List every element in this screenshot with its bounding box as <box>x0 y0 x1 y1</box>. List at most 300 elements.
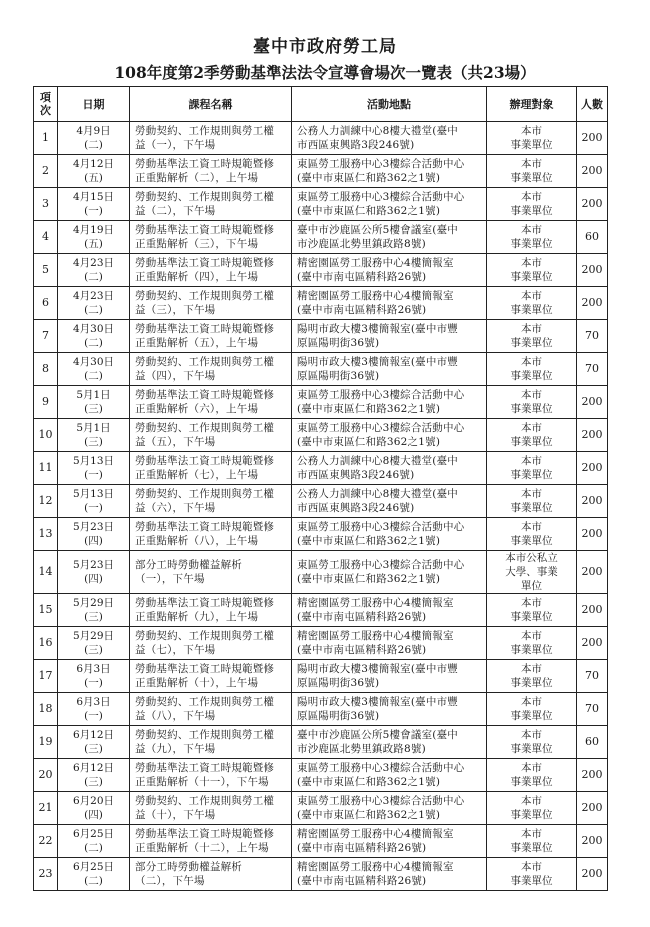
cell-target <box>487 254 577 287</box>
table-row <box>34 858 608 891</box>
cell-line: 精密園區勞工服務中心4樓簡報室 <box>297 290 454 302</box>
cell-course <box>130 287 292 320</box>
table-row <box>34 221 608 254</box>
cell-people: 70 <box>577 320 608 353</box>
cell-line: 本市 <box>521 356 542 368</box>
header-course: 課程名稱 <box>130 87 292 122</box>
cell-line: (臺中市東區仁和路362之1號) <box>297 172 441 184</box>
cell-date <box>58 858 130 891</box>
cell-date <box>58 726 130 759</box>
cell-date <box>58 287 130 320</box>
cell-line: 益（三），下午場 <box>135 304 216 316</box>
cell-line: 本市 <box>521 290 542 302</box>
cell-line: 勞動基準法工資工時規範暨修 <box>135 597 275 609</box>
cell-line: 勞動基準法工資工時規範暨修 <box>135 663 275 675</box>
cell-line: (二) <box>84 370 103 382</box>
table-row <box>34 759 608 792</box>
cell-target <box>487 858 577 891</box>
cell-line: 事業單位 <box>510 644 553 656</box>
cell-line: 事業單位 <box>510 205 553 217</box>
cell-target <box>487 693 577 726</box>
cell-line: 事業單位 <box>510 304 553 316</box>
cell-target <box>487 627 577 660</box>
cell-people: 200 <box>577 792 608 825</box>
cell-line: 臺中市沙鹿區公所5樓會議室(臺中 <box>297 729 458 741</box>
cell-line: 正重點解析（十一），下午場 <box>135 776 269 788</box>
cell-target <box>487 122 577 155</box>
cell-line: (臺中市東區仁和路362之1號) <box>297 205 441 217</box>
cell-line: 本市 <box>521 597 542 609</box>
cell-line: 本市 <box>521 323 542 335</box>
table-row <box>34 122 608 155</box>
table-row <box>34 693 608 726</box>
cell-people: 200 <box>577 858 608 891</box>
cell-course <box>130 627 292 660</box>
cell-line: 公務人力訓練中心8樓大禮堂(臺中 <box>297 455 458 467</box>
cell-line: 陽明市政大樓3樓簡報室(臺中市豐 <box>297 323 458 335</box>
cell-line: 正重點解析（十），上午場 <box>135 677 259 689</box>
cell-line: 勞動基準法工資工時規範暨修 <box>135 762 275 774</box>
cell-line: (臺中市東區仁和路362之1號) <box>297 573 441 585</box>
cell-line: 勞動契約、工作規則與勞工權 <box>135 630 275 642</box>
cell-course <box>130 155 292 188</box>
cell-line: 本市 <box>521 257 542 269</box>
cell-line: 正重點解析（五），上午場 <box>135 337 259 349</box>
cell-line: (四) <box>84 535 103 547</box>
cell-line: 市西區東興路3段246號) <box>297 139 415 151</box>
cell-line: 益（五），下午場 <box>135 436 216 448</box>
cell-line: 原區陽明街36號) <box>297 337 380 349</box>
cell-line: 5月1日 <box>76 389 111 401</box>
cell-line: (三) <box>84 644 103 656</box>
cell-target <box>487 759 577 792</box>
cell-line: 本市 <box>521 488 542 500</box>
cell-line: 精密園區勞工服務中心4樓簡報室 <box>297 630 454 642</box>
cell-line: 事業單位 <box>510 842 553 854</box>
cell-course <box>130 594 292 627</box>
cell-date <box>58 759 130 792</box>
cell-line: 4月23日 <box>72 257 115 269</box>
cell-no: 12 <box>34 485 58 518</box>
cell-line: 益（九），下午場 <box>135 743 216 755</box>
cell-target <box>487 221 577 254</box>
cell-no: 18 <box>34 693 58 726</box>
cell-date <box>58 254 130 287</box>
header-date: 日期 <box>58 87 130 122</box>
cell-no: 22 <box>34 825 58 858</box>
cell-date <box>58 792 130 825</box>
cell-people: 70 <box>577 353 608 386</box>
cell-venue <box>292 188 487 221</box>
cell-no: 3 <box>34 188 58 221</box>
cell-line: 勞動基準法工資工時規範暨修 <box>135 158 275 170</box>
cell-line: 事業單位 <box>510 710 553 722</box>
cell-line: 東區勞工服務中心3樓綜合活動中心 <box>297 762 465 774</box>
cell-line: 原區陽明街36號) <box>297 370 380 382</box>
cell-line: 5月23日 <box>72 559 115 571</box>
cell-date <box>58 419 130 452</box>
cell-line: 本市 <box>521 422 542 434</box>
cell-line: 東區勞工服務中心3樓綜合活動中心 <box>297 158 465 170</box>
cell-venue <box>292 518 487 551</box>
cell-line: (臺中市東區仁和路362之1號) <box>297 535 441 547</box>
cell-line: 正重點解析（八），上午場 <box>135 535 259 547</box>
cell-course <box>130 452 292 485</box>
table-row <box>34 287 608 320</box>
cell-course <box>130 759 292 792</box>
cell-course <box>130 726 292 759</box>
cell-line: 事業單位 <box>510 875 553 887</box>
cell-line: (四) <box>84 573 103 585</box>
cell-date <box>58 353 130 386</box>
cell-target <box>487 353 577 386</box>
cell-course <box>130 188 292 221</box>
cell-people: 200 <box>577 452 608 485</box>
cell-line: 精密園區勞工服務中心4樓簡報室 <box>297 861 454 873</box>
cell-course <box>130 221 292 254</box>
cell-course <box>130 419 292 452</box>
cell-line: (四) <box>84 809 103 821</box>
cell-line: 事業單位 <box>510 776 553 788</box>
cell-no: 2 <box>34 155 58 188</box>
cell-line: 4月9日 <box>76 125 111 137</box>
cell-line: 部分工時勞動權益解析 <box>135 559 242 571</box>
cell-line: 事業單位 <box>510 743 553 755</box>
cell-course <box>130 122 292 155</box>
cell-line: 東區勞工服務中心3樓綜合活動中心 <box>297 389 465 401</box>
table-row <box>34 594 608 627</box>
cell-line: 正重點解析（十二），上午場 <box>135 842 269 854</box>
header-people: 人數 <box>577 87 608 122</box>
cell-line: 勞動契約、工作規則與勞工權 <box>135 795 275 807</box>
header-no: 項次 <box>34 87 58 122</box>
table-row <box>34 386 608 419</box>
cell-line: 精密園區勞工服務中心4樓簡報室 <box>297 257 454 269</box>
cell-line: 公務人力訓練中心8樓大禮堂(臺中 <box>297 125 458 137</box>
cell-date <box>58 386 130 419</box>
cell-line: 本市 <box>521 224 542 236</box>
table-row <box>34 188 608 221</box>
cell-line: (二) <box>84 842 103 854</box>
cell-line: (臺中市南屯區精科路26號) <box>297 644 427 656</box>
cell-line: (臺中市南屯區精科路26號) <box>297 875 427 887</box>
cell-line: 益（六），下午場 <box>135 502 216 514</box>
cell-people: 200 <box>577 155 608 188</box>
cell-line: 本市 <box>521 861 542 873</box>
cell-line: 本市 <box>521 630 542 642</box>
cell-course <box>130 792 292 825</box>
cell-line: (臺中市東區仁和路362之1號) <box>297 776 441 788</box>
cell-line: 本市 <box>521 455 542 467</box>
cell-no: 5 <box>34 254 58 287</box>
cell-line: (三) <box>84 776 103 788</box>
cell-line: 4月30日 <box>72 356 115 368</box>
cell-line: 本市 <box>521 389 542 401</box>
cell-people: 60 <box>577 221 608 254</box>
cell-no: 19 <box>34 726 58 759</box>
cell-line: 事業單位 <box>510 502 553 514</box>
cell-venue <box>292 254 487 287</box>
cell-date <box>58 485 130 518</box>
cell-line: 市西區東興路3段246號) <box>297 502 415 514</box>
cell-line: (二) <box>84 337 103 349</box>
cell-line: 本市 <box>521 125 542 137</box>
cell-line: 本市 <box>521 521 542 533</box>
cell-people: 200 <box>577 188 608 221</box>
cell-line: (二) <box>84 304 103 316</box>
cell-line: 事業單位 <box>510 611 553 623</box>
cell-no: 13 <box>34 518 58 551</box>
cell-line: 本市 <box>521 729 542 741</box>
cell-date <box>58 693 130 726</box>
table-row <box>34 825 608 858</box>
table-row <box>34 452 608 485</box>
cell-line: 勞動契約、工作規則與勞工權 <box>135 191 275 203</box>
cell-line: 6月25日 <box>72 828 115 840</box>
table-row <box>34 660 608 693</box>
cell-venue <box>292 353 487 386</box>
cell-line: 益（一），下午場 <box>135 139 216 151</box>
cell-course <box>130 551 292 594</box>
cell-date <box>58 825 130 858</box>
cell-target <box>487 825 577 858</box>
cell-line: 陽明市政大樓3樓簡報室(臺中市豐 <box>297 696 458 708</box>
cell-line: 益（二），下午場 <box>135 205 216 217</box>
cell-line: (一) <box>84 205 103 217</box>
cell-line: 5月29日 <box>72 597 115 609</box>
cell-line: 事業單位 <box>510 139 553 151</box>
cell-venue <box>292 660 487 693</box>
cell-line: (一) <box>84 710 103 722</box>
cell-line: 事業單位 <box>510 271 553 283</box>
cell-line: (三) <box>84 611 103 623</box>
cell-line: 益（八），下午場 <box>135 710 216 722</box>
cell-people: 200 <box>577 254 608 287</box>
cell-date <box>58 155 130 188</box>
cell-target <box>487 518 577 551</box>
cell-line: 勞動契約、工作規則與勞工權 <box>135 125 275 137</box>
cell-line: 勞動基準法工資工時規範暨修 <box>135 828 275 840</box>
cell-line: 事業單位 <box>510 809 553 821</box>
cell-line: (臺中市南屯區精科路26號) <box>297 304 427 316</box>
cell-course <box>130 254 292 287</box>
cell-line: 原區陽明街36號) <box>297 710 380 722</box>
cell-line: 陽明市政大樓3樓簡報室(臺中市豐 <box>297 663 458 675</box>
cell-target <box>487 660 577 693</box>
cell-line: 本市公私立 <box>505 552 558 564</box>
table-row <box>34 353 608 386</box>
cell-line: 東區勞工服務中心3樓綜合活動中心 <box>297 795 465 807</box>
cell-date <box>58 452 130 485</box>
cell-line: 東區勞工服務中心3樓綜合活動中心 <box>297 191 465 203</box>
cell-people: 200 <box>577 122 608 155</box>
cell-line: 5月23日 <box>72 521 115 533</box>
cell-line: 本市 <box>521 696 542 708</box>
cell-line: (二) <box>84 139 103 151</box>
cell-line: (三) <box>84 403 103 415</box>
cell-line: 勞動基準法工資工時規範暨修 <box>135 323 275 335</box>
cell-line: 原區陽明街36號) <box>297 677 380 689</box>
cell-venue <box>292 485 487 518</box>
cell-venue <box>292 155 487 188</box>
cell-line: 正重點解析（三），下午場 <box>135 238 259 250</box>
cell-line: 本市 <box>521 795 542 807</box>
cell-line: 本市 <box>521 663 542 675</box>
cell-people: 60 <box>577 726 608 759</box>
cell-no: 21 <box>34 792 58 825</box>
cell-target <box>487 320 577 353</box>
cell-line: (臺中市南屯區精科路26號) <box>297 611 427 623</box>
cell-venue <box>292 122 487 155</box>
cell-line: (一) <box>84 469 103 481</box>
cell-no: 10 <box>34 419 58 452</box>
cell-line: 6月20日 <box>72 795 115 807</box>
table-body <box>34 122 608 891</box>
cell-line: 正重點解析（四），上午場 <box>135 271 259 283</box>
cell-line: 4月19日 <box>72 224 115 236</box>
cell-people: 200 <box>577 386 608 419</box>
table-row <box>34 518 608 551</box>
cell-line: 勞動基準法工資工時規範暨修 <box>135 455 275 467</box>
cell-people: 200 <box>577 485 608 518</box>
cell-venue <box>292 594 487 627</box>
cell-line: 部分工時勞動權益解析 <box>135 861 242 873</box>
table-row <box>34 485 608 518</box>
cell-target <box>487 419 577 452</box>
cell-date <box>58 551 130 594</box>
cell-line: (三) <box>84 743 103 755</box>
cell-target <box>487 594 577 627</box>
cell-no: 6 <box>34 287 58 320</box>
cell-target <box>487 155 577 188</box>
cell-target <box>487 188 577 221</box>
cell-line: 4月12日 <box>72 158 115 170</box>
cell-target <box>487 287 577 320</box>
cell-line: (臺中市南屯區精科路26號) <box>297 271 427 283</box>
cell-people: 200 <box>577 825 608 858</box>
cell-target <box>487 726 577 759</box>
cell-line: 市沙鹿區北勢里鎮政路8號) <box>297 743 426 755</box>
table-row <box>34 627 608 660</box>
cell-line: 勞動基準法工資工時規範暨修 <box>135 389 275 401</box>
cell-people: 200 <box>577 627 608 660</box>
cell-line: 東區勞工服務中心3樓綜合活動中心 <box>297 422 465 434</box>
cell-course <box>130 660 292 693</box>
cell-line: (臺中市東區仁和路362之1號) <box>297 436 441 448</box>
cell-date <box>58 660 130 693</box>
table-row <box>34 254 608 287</box>
cell-line: 4月30日 <box>72 323 115 335</box>
cell-line: 5月13日 <box>72 455 115 467</box>
cell-line: 本市 <box>521 158 542 170</box>
header-venue: 活動地點 <box>292 87 487 122</box>
table-row <box>34 320 608 353</box>
cell-line: 事業單位 <box>510 403 553 415</box>
cell-course <box>130 386 292 419</box>
cell-no: 8 <box>34 353 58 386</box>
cell-line: 事業單位 <box>510 677 553 689</box>
cell-line: 益（十），下午場 <box>135 809 216 821</box>
cell-course <box>130 693 292 726</box>
cell-course <box>130 518 292 551</box>
cell-people: 70 <box>577 693 608 726</box>
cell-date <box>58 188 130 221</box>
cell-line: 正重點解析（九），上午場 <box>135 611 259 623</box>
cell-line: 單位 <box>521 580 542 592</box>
cell-no: 7 <box>34 320 58 353</box>
cell-venue <box>292 792 487 825</box>
cell-venue <box>292 287 487 320</box>
cell-line: 陽明市政大樓3樓簡報室(臺中市豐 <box>297 356 458 368</box>
table-header-row <box>34 87 608 122</box>
cell-line: 4月15日 <box>72 191 115 203</box>
cell-no: 1 <box>34 122 58 155</box>
cell-target <box>487 386 577 419</box>
cell-line: (三) <box>84 436 103 448</box>
cell-people: 200 <box>577 419 608 452</box>
cell-date <box>58 320 130 353</box>
cell-target <box>487 452 577 485</box>
cell-venue <box>292 693 487 726</box>
cell-no: 20 <box>34 759 58 792</box>
document-title: 臺中市政府勞工局 <box>253 37 397 57</box>
cell-venue <box>292 452 487 485</box>
cell-line: 6月12日 <box>72 729 115 741</box>
cell-line: 勞動契約、工作規則與勞工權 <box>135 290 275 302</box>
cell-line: 5月1日 <box>76 422 111 434</box>
cell-course <box>130 485 292 518</box>
schedule-table <box>33 86 608 891</box>
cell-line: (臺中市東區仁和路362之1號) <box>297 403 441 415</box>
cell-line: （一），下午場 <box>135 573 205 585</box>
cell-line: (一) <box>84 677 103 689</box>
cell-line: 勞動契約、工作規則與勞工權 <box>135 356 275 368</box>
cell-no: 14 <box>34 551 58 594</box>
cell-date <box>58 221 130 254</box>
table-row <box>34 551 608 594</box>
cell-line: 臺中市沙鹿區公所5樓會議室(臺中 <box>297 224 458 236</box>
table-row <box>34 155 608 188</box>
cell-line: 事業單位 <box>510 469 553 481</box>
cell-line: 正重點解析（二），上午場 <box>135 172 259 184</box>
cell-line: 5月13日 <box>72 488 115 500</box>
cell-no: 17 <box>34 660 58 693</box>
cell-line: (臺中市南屯區精科路26號) <box>297 842 427 854</box>
cell-line: 精密園區勞工服務中心4樓簡報室 <box>297 597 454 609</box>
cell-line: 本市 <box>521 762 542 774</box>
cell-line: 大學、事業 <box>505 566 558 578</box>
cell-line: 勞動契約、工作規則與勞工權 <box>135 488 275 500</box>
cell-venue <box>292 726 487 759</box>
cell-line: 事業單位 <box>510 337 553 349</box>
cell-date <box>58 122 130 155</box>
cell-line: (臺中市東區仁和路362之1號) <box>297 809 441 821</box>
cell-line: 勞動契約、工作規則與勞工權 <box>135 422 275 434</box>
cell-course <box>130 353 292 386</box>
document-subtitle: 108年度第2季勞動基準法法令宣導會場次一覽表（共23場） <box>114 63 536 82</box>
cell-date <box>58 594 130 627</box>
cell-course <box>130 858 292 891</box>
cell-line: （二），下午場 <box>135 875 205 887</box>
cell-no: 11 <box>34 452 58 485</box>
cell-line: 益（四），下午場 <box>135 370 216 382</box>
cell-no: 15 <box>34 594 58 627</box>
cell-no: 16 <box>34 627 58 660</box>
cell-line: (一) <box>84 502 103 514</box>
cell-line: 勞動基準法工資工時規範暨修 <box>135 257 275 269</box>
cell-line: 公務人力訓練中心8樓大禮堂(臺中 <box>297 488 458 500</box>
cell-line: 勞動契約、工作規則與勞工權 <box>135 696 275 708</box>
